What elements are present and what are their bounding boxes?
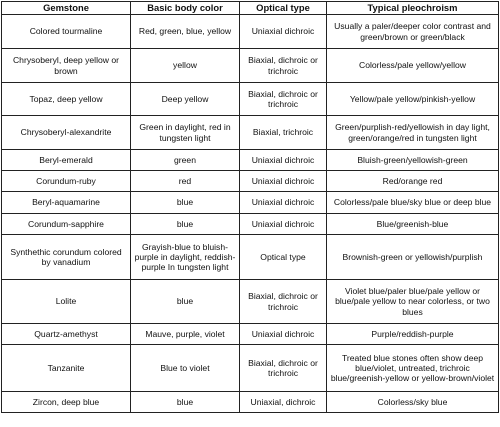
cell-optical-type: Biaxial, dichroic or trichroic — [240, 345, 327, 392]
cell-pleochroism: Violet blue/paler blue/pale yellow or blue/pale yellow to near colorless, or two blues — [327, 280, 499, 324]
cell-gemstone: Zircon, deep blue — [2, 392, 131, 413]
table-row — [2, 345, 499, 392]
cell-optical-type: Uniaxial dichroic — [240, 324, 327, 345]
cell-pleochroism: Yellow/pale yellow/pinkish-yellow — [327, 83, 499, 116]
gemstone-table-container — [1, 1, 498, 413]
cell-optical-type: Uniaxial dichroic — [240, 214, 327, 235]
table-row — [2, 171, 499, 192]
cell-gemstone: Topaz, deep yellow — [2, 83, 131, 116]
table-row — [2, 150, 499, 171]
cell-optical-type: Uniaxial dichroic — [240, 171, 327, 192]
cell-pleochroism: Bluish-green/yellowish-green — [327, 150, 499, 171]
cell-optical-type: Biaxial, trichroic — [240, 116, 327, 150]
table-row — [2, 324, 499, 345]
table-row — [2, 116, 499, 150]
cell-body-color: Mauve, purple, violet — [131, 324, 240, 345]
header-optical-type: Optical type — [240, 2, 327, 15]
cell-gemstone: Tanzanite — [2, 345, 131, 392]
table-row — [2, 214, 499, 235]
table-row — [2, 235, 499, 280]
cell-optical-type: Uniaxial dichroic — [240, 15, 327, 49]
cell-pleochroism: Colorless/sky blue — [327, 392, 499, 413]
cell-optical-type: Uniaxial dichroic — [240, 192, 327, 214]
table-row — [2, 83, 499, 116]
cell-gemstone: Colored tourmaline — [2, 15, 131, 49]
cell-body-color: blue — [131, 192, 240, 214]
cell-optical-type: Biaxial, dichroic or trichroic — [240, 280, 327, 324]
table-row — [2, 49, 499, 83]
cell-body-color: blue — [131, 392, 240, 413]
cell-pleochroism: Purple/reddish-purple — [327, 324, 499, 345]
gemstone-pleochroism-table — [1, 1, 499, 413]
table-row — [2, 280, 499, 324]
cell-pleochroism: Green/purplish-red/yellowish in day light, green/orange/red in tungsten light — [327, 116, 499, 150]
table-row — [2, 392, 499, 413]
cell-optical-type: Uniaxial, dichroic — [240, 392, 327, 413]
cell-body-color: Red, green, blue, yellow — [131, 15, 240, 49]
cell-pleochroism: Treated blue stones often show deep blue/violet, untreated, trichroic blue/greenish-yellow or yellow-brown/violet — [327, 345, 499, 392]
cell-pleochroism: Red/orange red — [327, 171, 499, 192]
header-basic-body-color: Basic body color — [131, 2, 240, 15]
cell-pleochroism: Colorless/pale blue/sky blue or deep blue — [327, 192, 499, 214]
cell-body-color: Deep yellow — [131, 83, 240, 116]
cell-gemstone: Beryl-emerald — [2, 150, 131, 171]
table-row — [2, 192, 499, 214]
cell-body-color: yellow — [131, 49, 240, 83]
cell-body-color: Green in daylight, red in tungsten light — [131, 116, 240, 150]
cell-gemstone: Lolite — [2, 280, 131, 324]
cell-body-color: Grayish-blue to bluish-purple in daylight, reddish-purple In tungsten light — [131, 235, 240, 280]
cell-gemstone: Chrysoberyl, deep yellow or brown — [2, 49, 131, 83]
cell-pleochroism: Usually a paler/deeper color contrast and green/brown or green/black — [327, 15, 499, 49]
cell-body-color: blue — [131, 214, 240, 235]
cell-optical-type: Biaxial, dichroic or trichroic — [240, 49, 327, 83]
cell-gemstone: Chrysoberyl-alexandrite — [2, 116, 131, 150]
cell-body-color: blue — [131, 280, 240, 324]
cell-body-color: red — [131, 171, 240, 192]
cell-pleochroism: Brownish-green or yellowish/purplish — [327, 235, 499, 280]
cell-gemstone: Beryl-aquamarine — [2, 192, 131, 214]
cell-optical-type: Biaxial, dichroic or trichroic — [240, 83, 327, 116]
cell-body-color: Blue to violet — [131, 345, 240, 392]
cell-pleochroism: Colorless/pale yellow/yellow — [327, 49, 499, 83]
cell-gemstone: Corundum-sapphire — [2, 214, 131, 235]
cell-pleochroism: Blue/greenish-blue — [327, 214, 499, 235]
header-typical-pleochroism: Typical pleochroism — [327, 2, 499, 15]
cell-optical-type: Optical type — [240, 235, 327, 280]
table-row — [2, 15, 499, 49]
cell-gemstone: Quartz-amethyst — [2, 324, 131, 345]
cell-gemstone: Corundum-ruby — [2, 171, 131, 192]
cell-body-color: green — [131, 150, 240, 171]
header-gemstone: Gemstone — [2, 2, 131, 15]
cell-gemstone: Synthethic corundum colored by vanadium — [2, 235, 131, 280]
header-row — [2, 2, 499, 15]
cell-optical-type: Uniaxial dichroic — [240, 150, 327, 171]
